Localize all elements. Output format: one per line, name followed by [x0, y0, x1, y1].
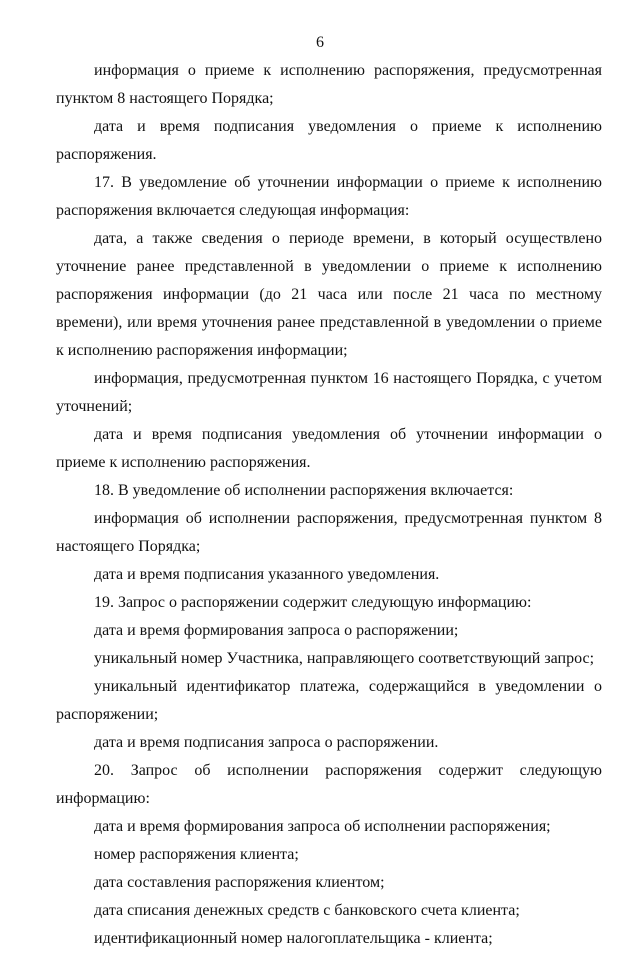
paragraph: дата и время подписания уведомления о приеме к исполнению распоряжения. — [56, 118, 602, 163]
paragraph: информация, предусмотренная пунктом 16 настоящего Порядка, с учетом уточнений; — [56, 370, 602, 415]
document-body — [56, 57, 602, 953]
paragraph: уникальный идентификатор платежа, содержащийся в уведомлении о распоряжении; — [56, 678, 602, 723]
paragraph: информация о приеме к исполнению распоряжения, предусмотренная пунктом 8 настоящего Порядка; — [56, 62, 602, 107]
paragraph: идентификационный номер налогоплательщика - клиента; — [94, 930, 493, 947]
paragraph: дата и время формирования запроса об исполнении распоряжения; — [94, 818, 551, 835]
paragraph: дата и время формирования запроса о распоряжении; — [94, 622, 459, 639]
paragraph: 17. В уведомление об уточнении информации о приеме к исполнению распоряжения включается следующая информация: — [56, 174, 602, 219]
paragraph: 18. В уведомление об исполнении распоряжения включается: — [94, 482, 514, 499]
paragraph: номер распоряжения клиента; — [94, 846, 299, 863]
paragraph: дата, а также сведения о периоде времени, в который осуществлено уточнение ранее представленной в уведомлении о приеме к исполнению распоряжения информации (до 21 часа или после 21 часа по местному времени), или время уточнения ранее представленной в уведомлении о приеме — [56, 230, 602, 331]
paragraph: информация об исполнении распоряжения, предусмотренная пунктом 8 настоящего Порядка; — [56, 510, 602, 555]
page-number: 6 — [316, 34, 324, 51]
paragraph: дата составления распоряжения клиентом; — [94, 874, 385, 891]
paragraph: 20. Запрос об исполнении распоряжения содержит следующую информацию: — [56, 762, 602, 807]
paragraph: 19. Запрос о распоряжении содержит следующую информацию: — [94, 594, 532, 611]
paragraph: дата и время подписания указанного уведомления. — [94, 566, 440, 583]
paragraph: дата списания денежных средств с банковского счета клиента; — [94, 902, 520, 919]
paragraph: к исполнению распоряжения информации; — [56, 342, 348, 359]
paragraph: дата и время подписания запроса о распоряжении. — [94, 734, 439, 751]
paragraph: дата и время подписания уведомления об уточнении информации о приеме к исполнению распоряжения. — [56, 426, 602, 471]
paragraph: уникальный номер Участника, направляющего соответствующий запрос; — [94, 650, 595, 667]
